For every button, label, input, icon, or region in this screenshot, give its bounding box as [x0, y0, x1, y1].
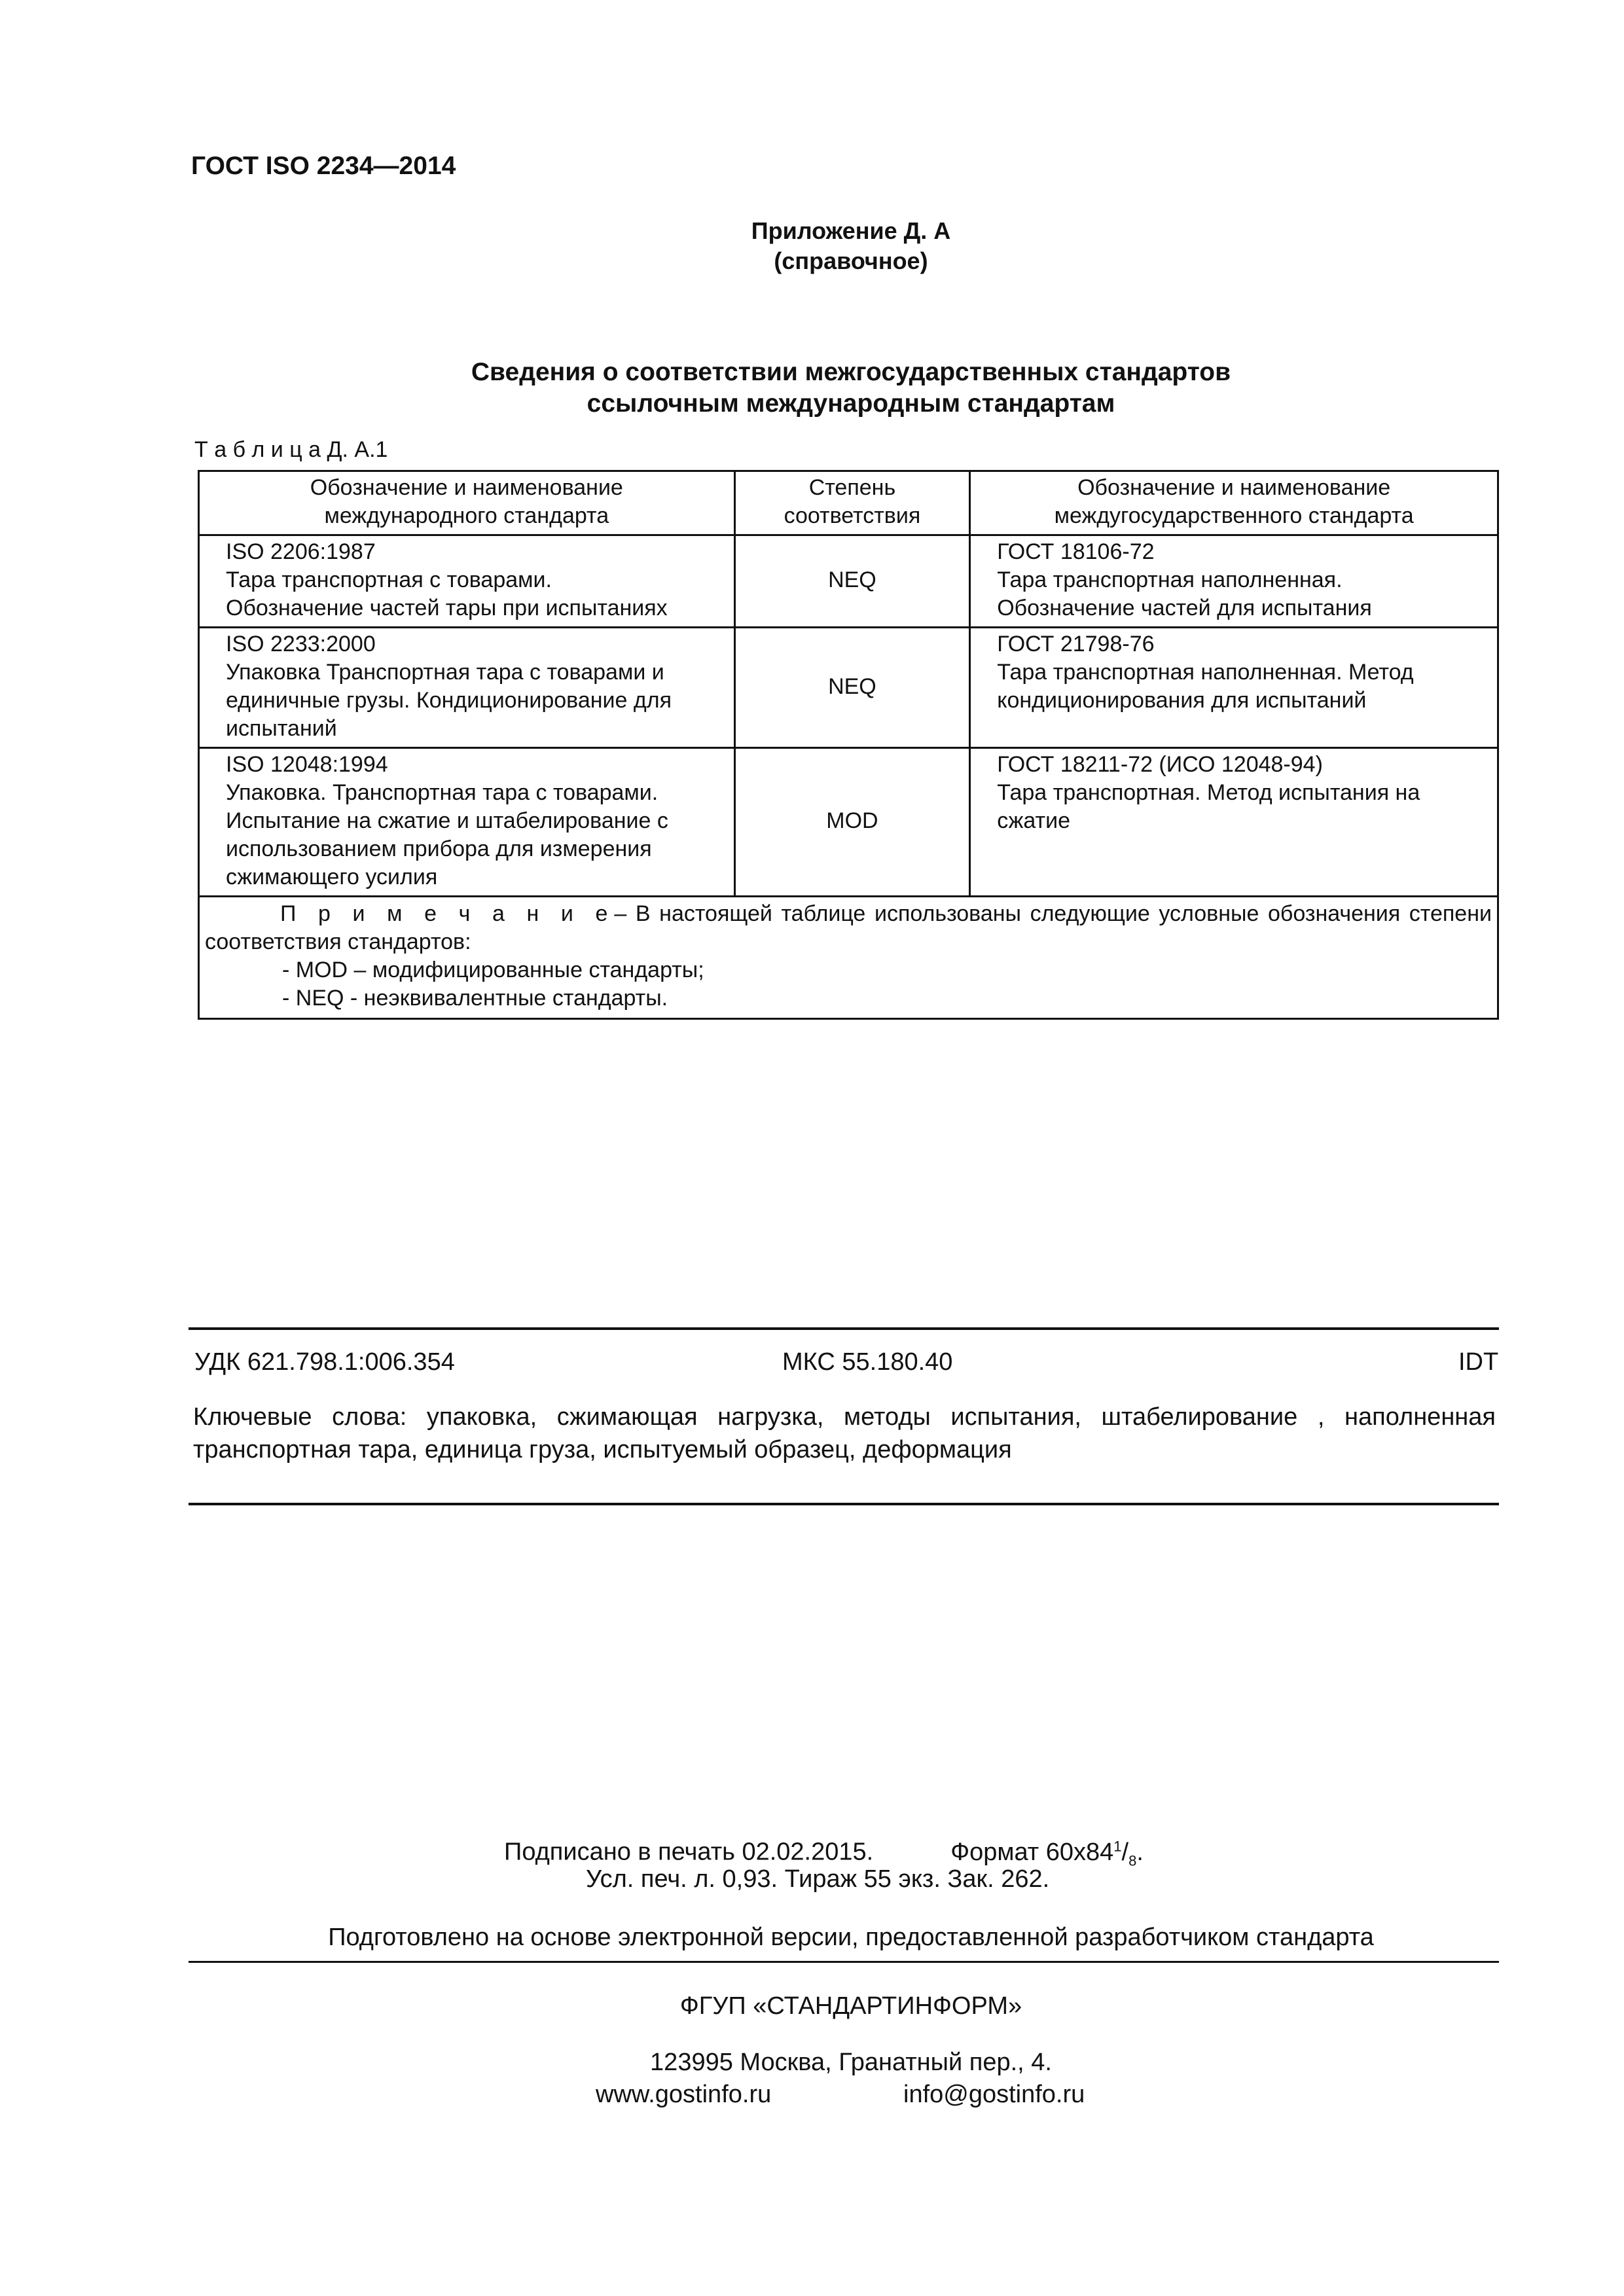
degree-cell: NEQ [734, 535, 970, 628]
print-details: Усл. печ. л. 0,93. Тираж 55 экз. Зак. 262. [586, 1865, 1050, 1893]
divider-middle [189, 1503, 1499, 1505]
note-label: П р и м е ч а н и е [280, 901, 615, 926]
annex-subtitle: (справочное) [774, 247, 928, 274]
publisher-email[interactable]: info@gostinfo.ru [903, 2081, 1085, 2108]
table-note-row [199, 897, 1498, 1019]
international-standard-cell: ISO 12048:1994 Упаковка. Транспортная тара с товарами. Испытание на сжатие и штабелирование с использованием прибора для измерения сжимающего усилия [199, 748, 735, 897]
interstate-standard-cell: ГОСТ 21798-76 Тара транспортная наполненная. Метод кондиционирования для испытаний [970, 628, 1498, 748]
note-item-mod: - MOD – модифицированные стандарты; [282, 958, 704, 982]
section-title-line-1: Сведения о соответствии межгосударственных стандартов [471, 358, 1231, 386]
table-row [199, 628, 1498, 748]
annex-heading [0, 216, 1624, 276]
international-standard-cell: ISO 2206:1987 Тара транспортная с товарами. Обозначение частей тары при испытаниях [199, 535, 735, 628]
table-label: Т а б л и ц а Д. А.1 [194, 437, 388, 462]
correspondence-table [198, 470, 1499, 1020]
international-standard-cell: ISO 2233:2000 Упаковка Транспортная тара с товарами и единичные грузы. Кондиционирование для испытаний [199, 628, 735, 748]
publisher-address: 123995 Москва, Гранатный пер., 4. [650, 2049, 1052, 2076]
table-row [199, 748, 1498, 897]
degree-cell: MOD [734, 748, 970, 897]
interstate-standard-cell: ГОСТ 18106-72 Тара транспортная наполненная. Обозначение частей для испытания [970, 535, 1498, 628]
header-interstate-standard: Обозначение и наименование междугосударственного стандарта [970, 471, 1498, 535]
note-continuation: соответствия стандартов: [205, 929, 471, 954]
format-info: Формат $60х84^1/_8$. [950, 1838, 1144, 1869]
divider-bottom [189, 1961, 1499, 1963]
note-item-neq: - NEQ - неэквивалентные стандарты. [282, 986, 668, 1011]
prepared-note: Подготовлено на основе электронной версии, предоставленной разработчиком стандарта [328, 1924, 1374, 1951]
table-header-row [199, 471, 1498, 535]
keywords-line-1: Ключевые слова: упаковка, сжимающая нагрузка, методы испытания, штабелирование , наполненная [193, 1403, 1496, 1431]
mks-code: МКС 55.180.40 [782, 1348, 953, 1376]
table-note [199, 897, 1498, 1019]
document-code: ГОСТ ISO 2234—2014 [191, 152, 456, 180]
degree-cell: NEQ [734, 628, 970, 748]
note-text: – В настоящей таблице использованы следующие условные обозначения степени [614, 901, 1492, 926]
header-degree: Степень соответствия [734, 471, 970, 535]
interstate-standard-cell: ГОСТ 18211-72 (ИСО 12048-94) Тара транспортная. Метод испытания на сжатие [970, 748, 1498, 897]
keywords [193, 1401, 1496, 1466]
annex-title: Приложение Д. А [751, 217, 951, 244]
udk-code: УДК 621.798.1:006.354 [194, 1348, 455, 1376]
section-title-line-2: ссылочным международным стандартам [586, 389, 1115, 418]
publisher-website[interactable]: www.gostinfo.ru [596, 2081, 772, 2108]
header-international-standard: Обозначение и наименование международного стандарта [199, 471, 735, 535]
section-title [0, 357, 1624, 420]
publisher-name: ФГУП «СТАНДАРТИНФОРМ» [679, 1992, 1022, 2020]
note-first-line [205, 900, 1492, 928]
idt-code: IDT [1458, 1348, 1499, 1376]
table-row [199, 535, 1498, 628]
keywords-line-2: транспортная тара, единица груза, испытуемый образец, деформация [193, 1436, 1012, 1463]
signed-date: Подписано в печать 02.02.2015. [504, 1838, 874, 1866]
divider-top [189, 1327, 1499, 1330]
